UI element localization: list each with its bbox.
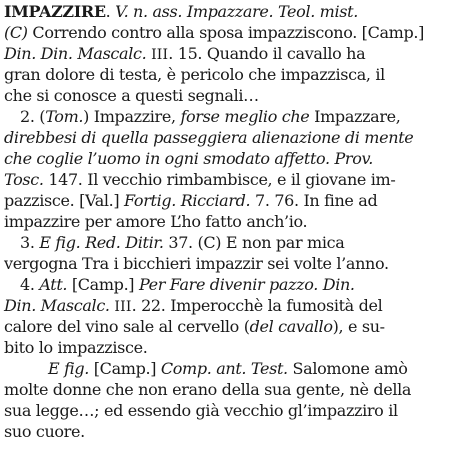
text-span: gran dolore di testa, è pericolo che impazzisca, il [4, 65, 385, 84]
text-span: Salomone amò [292, 359, 408, 378]
text-span: Impazzare, [314, 107, 401, 126]
text-span: 3. [20, 233, 40, 252]
text-line [4, 23, 424, 43]
text-span: [Camp.] [93, 359, 161, 378]
text-span: del cavallo [249, 317, 333, 336]
text-line [4, 191, 377, 211]
text-span: [Camp.] [71, 275, 139, 294]
text-span: 37. (C) E non par mica [168, 233, 345, 252]
text-span: 147. Il vecchio rimbambisce, e il giovane im- [48, 170, 396, 189]
text-span: . 15. Quando il cavallo ha [168, 44, 366, 63]
text-span: Att. [39, 275, 72, 294]
text-span: che si conosce a questi segnali… [4, 86, 259, 105]
text-line [4, 65, 385, 85]
dictionary-entry [2, 2, 467, 447]
text-line [4, 338, 147, 358]
text-line [4, 2, 358, 22]
text-span: Din. Mascalc. [4, 296, 115, 315]
text-span: . [105, 2, 116, 21]
text-span: III [151, 47, 169, 63]
text-line [4, 128, 413, 148]
text-line [4, 422, 85, 442]
text-line [4, 149, 373, 169]
text-span: III [114, 299, 132, 315]
text-span: IMPAZZIRE [4, 2, 106, 21]
text-span: impazzire per amore L’ho fatto anch’io. [4, 212, 308, 231]
text-line [20, 233, 344, 253]
text-line [4, 254, 389, 274]
text-line [4, 317, 385, 337]
text-span: ) Impazzire, [83, 107, 181, 126]
text-span: 4. [20, 275, 40, 294]
text-span: Tosc. [4, 170, 49, 189]
text-span: che coglie l’uomo in ogni smodato affetto. Prov. [4, 149, 374, 168]
text-span: E fig. Red. Ditir. [39, 233, 169, 252]
text-span: Din. Din. Mascalc. [4, 44, 152, 63]
text-line [4, 401, 398, 421]
text-span: Correndo contro alla sposa impazziscono. [Camp.] [32, 23, 424, 42]
text-span: vergogna Tra i bicchieri impazzir sei volte l’anno. [4, 254, 389, 273]
text-span: (C) [4, 23, 33, 42]
text-line [4, 44, 365, 65]
text-line [4, 380, 411, 400]
text-span: Fortig. Ricciard. [124, 191, 256, 210]
text-line [4, 212, 307, 232]
text-span: . 22. Imperocchè la fumosità del [131, 296, 383, 315]
text-span: suo cuore. [4, 422, 85, 441]
text-span: molte donne che non erano della sua gente, nè della [4, 380, 412, 399]
text-line [4, 170, 395, 190]
text-span: Per Fare divenir pazzo. Din. [138, 275, 355, 294]
text-span: bito lo impazzisce. [4, 338, 148, 357]
text-span: forse meglio che [180, 107, 315, 126]
text-line [48, 359, 408, 379]
text-span: 2. ( [20, 107, 46, 126]
text-span: sua legge…; ed essendo già vecchio gl’impazziro il [4, 401, 398, 420]
text-line [4, 296, 382, 317]
text-span: Comp. ant. Test. [160, 359, 293, 378]
text-line [20, 275, 355, 295]
text-line [20, 107, 401, 127]
text-span: ), e su- [332, 317, 385, 336]
text-span: 7. 76. In fine ad [255, 191, 378, 210]
text-span: V. n. ass. Impazzare. Teol. mist. [115, 2, 358, 21]
text-span: Tom. [45, 107, 84, 126]
text-span: direbbesi di quella passeggiera alienazione di mente [4, 128, 414, 147]
text-line [4, 86, 259, 106]
text-span: E fig. [48, 359, 94, 378]
text-span: calore del vino sale al cervello ( [4, 317, 250, 336]
text-span: pazzisce. [Val.] [4, 191, 125, 210]
